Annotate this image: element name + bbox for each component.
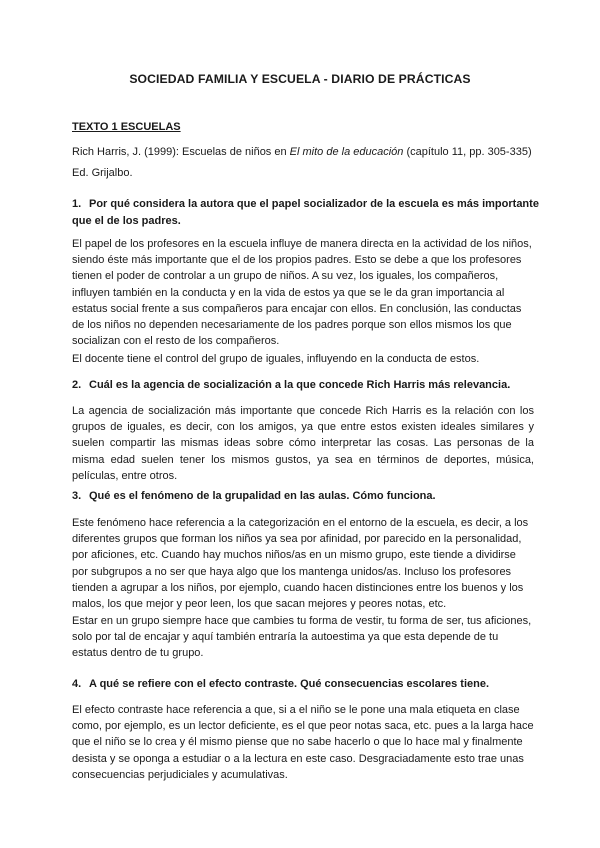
answer-1-paragraph-1: El papel de los profesores en la escuela influye de manera directa en la actividad de los niños, siendo éste más importante que el de los propios padres. Esto se debe a que los profesores tienen el poder de controlar a un grupo de niños. A su vez, los iguales, los compañeros, influyen también en la conducta y en la vida de estos ya que se le da gran importancia al estatus social frente a sus compañeros para encajar con ellos. En conclusión, las conductas de los niños no dependen necesariamente de los padres porque son ellos mismos los que socializan con el resto de los compañeros. xyxy=(72,238,532,348)
document-title: SOCIEDAD FAMILIA Y ESCUELA - DIARIO DE PRÁCTICAS xyxy=(129,72,471,86)
answer-3-paragraph-2: Estar en un grupo siempre hace que cambies tu forma de vestir, tu forma de ser, tus aficiones, solo por tal de encajar y aquí también entraría la autoestima ya que esta depende de tu estatus dentro de tu grupo. xyxy=(72,615,532,660)
question-number: 1. xyxy=(72,198,82,210)
reference-prefix: Rich Harris, J. (1999): Escuelas de niños en xyxy=(72,146,290,158)
question-1 xyxy=(72,196,542,229)
question-text: Cuál es la agencia de socialización a la que concede Rich Harris más relevancia. xyxy=(89,379,511,391)
bibliographic-reference xyxy=(72,142,542,184)
question-3 xyxy=(72,488,542,505)
question-number: 4. xyxy=(72,678,82,690)
section-title: TEXTO 1 ESCUELAS xyxy=(72,121,181,133)
answer-4: El efecto contraste hace referencia a que, si a el niño se le pone una mala etiqueta en clase como, por ejemplo, es un lector deficiente, es el que peor notas saca, etc. pues a la larga hace que el niño se lo crea y él mismo piense que no sabe hacerlo o que lo hace mal y finalmente desista y se oponga a estudiar o a la lectura en este caso. Desgraciadamente esto trae unas consecuencias perjudiciales y acumulativas. xyxy=(72,704,534,781)
reference-suffix: (capítulo 11, pp. 305-335) Ed. Grijalbo. xyxy=(72,146,532,179)
answer-1-paragraph-2: El docente tiene el control del grupo de iguales, influyendo en la conducta de estos. xyxy=(72,353,480,365)
answer-2: La agencia de socialización más importante que concede Rich Harris es la relación con los grupos de iguales, es decir, con los amigos, ya que entre estos existen ideales similares y suelen compartir las mismas ideas sobre cómo interpretar las cosas. Las personas de la misma edad suelen tener los mismos gustos, ya sea en términos de deportes, música, películas, entre otros. xyxy=(72,405,534,482)
question-text: Qué es el fenómeno de la grupalidad en las aulas. Cómo funciona. xyxy=(89,490,436,502)
question-text: A qué se refiere con el efecto contraste. Qué consecuencias escolares tiene. xyxy=(89,678,490,690)
question-number: 2. xyxy=(72,379,82,391)
question-4 xyxy=(72,676,542,693)
answer-3-paragraph-1: Este fenómeno hace referencia a la categorización en el entorno de la escuela, es decir, a los diferentes grupos que forman los niños ya sea por afinidad, por parecido en la personalidad, por aficiones, etc. Cuando hay muchos niños/as en un mismo grupo, este tiende a dividirse por subgrupos a no ser que haya algo que los mantenga unidos/as. Incluso los profesores tienden a agrupar a los niños, por ejemplo, cuando hacen distinciones entre los buenos y los malos, los que mejor y peor leen, los que sacan mejores y peores notas, etc. xyxy=(72,517,529,611)
question-text: Por qué considera la autora que el papel socializador de la escuela es más importante que el de los padres. xyxy=(72,198,539,227)
question-2 xyxy=(72,377,542,394)
reference-book-title: El mito de la educación xyxy=(289,146,404,158)
question-number: 3. xyxy=(72,490,82,502)
